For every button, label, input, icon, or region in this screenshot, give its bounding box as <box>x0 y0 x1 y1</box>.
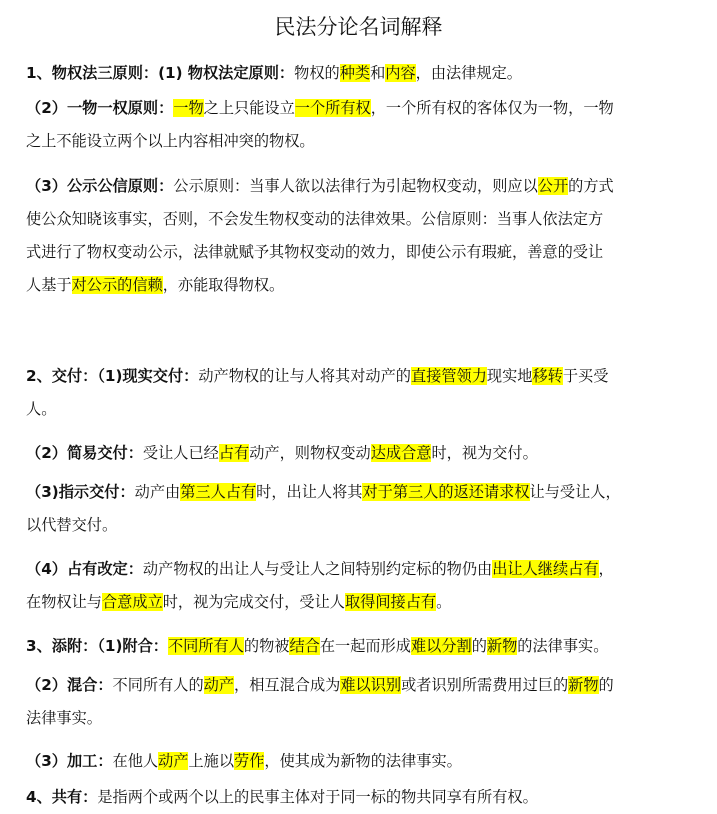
text-line <box>26 203 696 236</box>
text-line <box>26 586 696 619</box>
text-line <box>26 393 696 426</box>
body-text: 法律事实。 <box>26 709 102 727</box>
highlighted-term: 合意成立 <box>101 593 163 611</box>
body-text: ，亦能取得物权。 <box>162 276 285 294</box>
body-text: 人基于 <box>26 276 72 294</box>
body-text: 在他人 <box>112 752 159 770</box>
text-line <box>26 236 696 269</box>
highlighted-term: 直接管领力 <box>410 367 487 385</box>
highlighted-term: 动产 <box>158 752 189 770</box>
highlighted-term: 对于第三人的返还请求权 <box>362 483 530 501</box>
body-text: 动产物权的让与人将其对动产的 <box>198 367 411 385</box>
body-text: 的方式 <box>568 177 614 195</box>
highlighted-term: 取得间接占有 <box>344 593 437 611</box>
bold-heading-text: 1、物权法三原则：(1) 物权法定原则： <box>26 64 295 82</box>
body-text: 让与受让人， <box>529 483 621 501</box>
body-text: ， <box>598 560 614 578</box>
highlighted-term: 难以识别 <box>340 676 402 694</box>
text-line <box>26 702 696 735</box>
highlighted-term: 动产 <box>203 676 235 694</box>
text-line <box>26 269 696 302</box>
body-text: 是指两个或两个以上的民事主体对于同一标的物共同享有所有权。 <box>97 788 538 806</box>
body-text: 动产，则物权变动 <box>249 444 371 462</box>
body-text: 不同所有人的 <box>112 676 204 694</box>
body-text: 之上不能设立两个以上内容相冲突的物权。 <box>26 132 315 150</box>
body-text: 的法律事实。 <box>517 637 609 655</box>
body-text: 在物权让与 <box>26 593 102 611</box>
text-line <box>26 57 696 90</box>
body-text: 时，视为完成交付，受让人 <box>162 593 345 611</box>
paragraph-publicity-credibility <box>26 170 696 302</box>
text-line <box>26 745 696 778</box>
highlighted-term: 劳作 <box>234 752 265 770</box>
text-line <box>26 170 696 203</box>
body-text: 受让人已经 <box>142 444 219 462</box>
paragraph-accession-attachment <box>26 630 696 663</box>
document-title: 民法分论名词解释 <box>274 15 443 39</box>
bold-heading-text: （2）混合： <box>26 676 113 694</box>
body-text: 使公众知晓该事实，否则，不会发生物权变动的法律效果。公信原则：当事人依法定方 <box>26 210 604 228</box>
body-text: 式进行了物权变动公示，法律就赋予其物权变动的效力，即使公示有瑕疵，善意的受让 <box>26 243 604 261</box>
highlighted-term: 新物 <box>568 676 599 694</box>
body-text: 以代替交付。 <box>26 516 118 534</box>
bold-heading-text: 3、添附：（1)附合： <box>26 637 168 655</box>
body-text: 。 <box>436 593 452 611</box>
highlighted-term: 公开 <box>537 177 569 195</box>
body-text: 之上只能设立 <box>203 99 295 117</box>
paragraph-co-ownership <box>26 781 696 814</box>
body-text: 物权的 <box>294 64 340 82</box>
paragraph-indicative-delivery <box>26 476 696 542</box>
body-text: 动产由 <box>134 483 181 501</box>
highlighted-term: 结合 <box>289 637 320 655</box>
body-text: 时，视为交付。 <box>431 444 538 462</box>
highlighted-term: 不同所有人 <box>167 637 244 655</box>
highlighted-term: 新物 <box>486 637 518 655</box>
body-text: 或者识别所需费用过巨的 <box>401 676 569 694</box>
body-text: 人。 <box>26 400 57 418</box>
body-text: ，一个所有权的客体仅为一物，一物 <box>370 99 614 117</box>
body-text: 和 <box>370 64 386 82</box>
paragraph-possession-modification <box>26 553 696 619</box>
highlighted-term: 第三人占有 <box>180 483 257 501</box>
highlighted-term: 达成合意 <box>370 444 432 462</box>
body-text: 公示原则：当事人欲以法律行为引起物权变动，则应以 <box>173 177 538 195</box>
body-text: ，由法律规定。 <box>415 64 522 82</box>
highlighted-term: 一个所有权 <box>294 99 371 117</box>
highlighted-term: 种类 <box>339 64 371 82</box>
paragraph-property-law-principles <box>26 57 696 90</box>
bold-heading-text: 4、共有： <box>26 788 98 806</box>
bold-heading-text: （2）一物一权原则： <box>26 99 174 117</box>
body-text: 在一起而形成 <box>319 637 411 655</box>
text-line <box>26 92 696 125</box>
text-line <box>26 781 696 814</box>
body-text: 的 <box>598 676 614 694</box>
body-text: ，相互混合成为 <box>234 676 341 694</box>
text-line <box>26 125 696 158</box>
highlighted-term: 移转 <box>532 367 563 385</box>
bold-heading-text: （3）公示公信原则： <box>26 177 174 195</box>
paragraph-delivery-actual <box>26 360 696 426</box>
body-text: ，使其成为新物的法律事实。 <box>264 752 462 770</box>
text-line <box>26 360 696 393</box>
bold-heading-text: （3)指示交付： <box>26 483 135 501</box>
body-text: 动产物权的出让人与受让人之间特别约定标的物仍由 <box>142 560 493 578</box>
text-line <box>26 669 696 702</box>
highlighted-term: 占有 <box>218 444 250 462</box>
highlighted-term: 内容 <box>385 64 416 82</box>
bold-heading-text: （4）占有改定： <box>26 560 143 578</box>
text-line <box>26 437 696 470</box>
bold-heading-text: （2）简易交付： <box>26 444 143 462</box>
text-line <box>26 553 696 586</box>
highlighted-term: 难以分割 <box>410 637 472 655</box>
text-line <box>26 509 696 542</box>
body-text: 现实地 <box>486 367 533 385</box>
paragraph-processing <box>26 745 696 778</box>
text-line <box>26 630 696 663</box>
text-line <box>26 476 696 509</box>
body-text: 上施以 <box>188 752 235 770</box>
paragraph-simple-delivery <box>26 437 696 470</box>
body-text: 时，出让人将其 <box>256 483 363 501</box>
highlighted-term: 对公示的信赖 <box>71 276 163 294</box>
body-text: 于买受 <box>562 367 609 385</box>
bold-heading-text: （3）加工： <box>26 752 113 770</box>
body-text: 的物被 <box>243 637 290 655</box>
paragraph-mixing <box>26 669 696 735</box>
bold-heading-text: 2、交付：（1)现实交付： <box>26 367 199 385</box>
paragraph-one-thing-one-right <box>26 92 696 158</box>
highlighted-term: 一物 <box>173 99 204 117</box>
body-text: 的 <box>471 637 487 655</box>
highlighted-term: 出让人继续占有 <box>492 560 599 578</box>
